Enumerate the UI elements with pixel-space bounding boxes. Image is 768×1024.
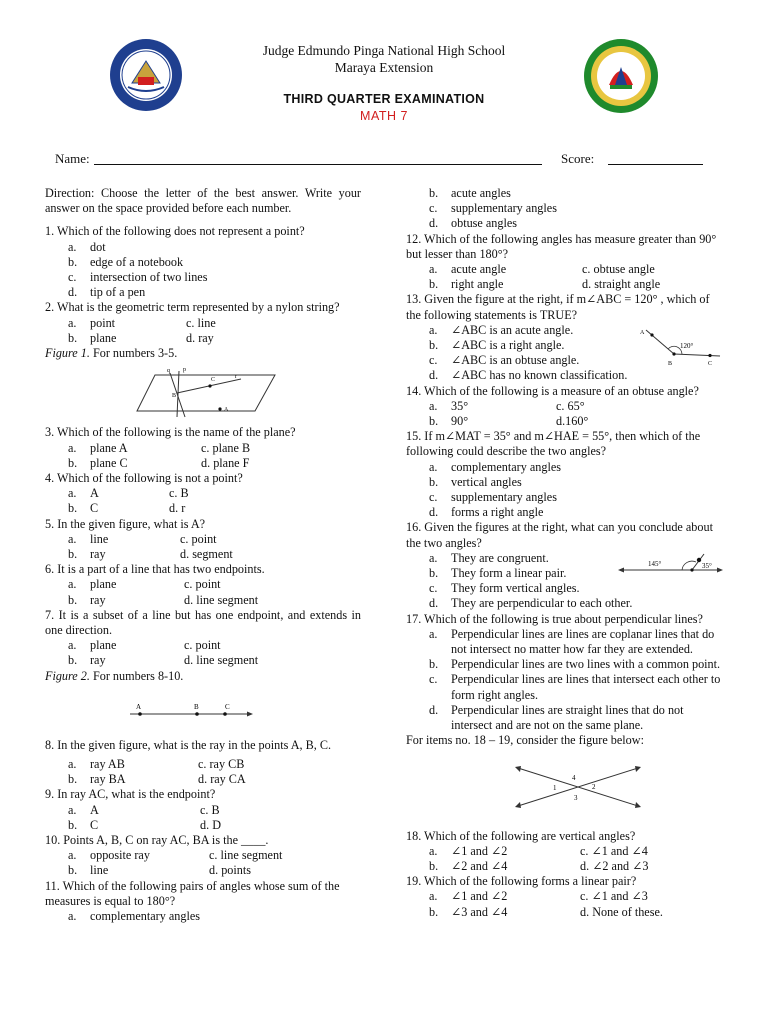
q11-text: 11. Which of the following pairs of angles whose sum of the measures is equal to 180°? [45,878,340,908]
school-name: Judge Edmundo Pinga National High School [262,43,506,58]
q15-option-b[interactable]: b. vertical angles [429,474,522,489]
svg-text:C: C [225,702,230,711]
q16-option-d[interactable]: d. They are perpendicular to each other. [429,596,633,611]
q5-options-row2[interactable]: b. ray d. segment [68,546,233,561]
figure16-linear-pair-diagram [616,548,726,580]
svg-text:q: q [167,368,170,375]
q7-options-row2[interactable]: b. ray d. line segment [68,653,259,668]
figure13-angle-diagram [638,320,726,372]
q12-text: 12. Which of the following angles has measure greater than 90° but lesser than 180°? [406,231,717,261]
svg-text:B: B [194,702,199,711]
q9-options-row1[interactable]: a. A c. B [68,802,220,817]
q7-text: 7. It is a subset of a line but has one endpoint, and extends in one direction. [45,607,361,637]
svg-text:B: B [668,361,673,368]
q17-option-a[interactable]: a. Perpendicular lines are lines are coplanar lines that do not intersect no matter how far they are extended. [429,626,715,657]
q11-option-b[interactable]: b. acute angles [429,186,511,200]
svg-text:r: r [235,374,237,381]
figure18-intersecting-lines-diagram [406,748,722,824]
q16-text: 16. Given the figures at the right, what can you conclude about the two angles? [406,520,713,550]
q19-options-row1[interactable]: a. ∠1 and ∠2 c. ∠1 and ∠3 [429,889,648,904]
q9-options-row2[interactable]: b. C d. D [68,817,221,832]
q6-text: 6. It is a part of a line that has two endpoints. [45,562,265,577]
q3-options-row1[interactable]: a. plane A c. plane B [68,440,251,455]
left-column [45,186,361,924]
q14-options-row2[interactable]: b. 90° d.160° [429,414,589,428]
q8-text: 8. In the given figure, what is the ray in the points A, B, C. [45,737,332,752]
svg-text:A: A [136,702,142,711]
q4-text: 4. Which of the following is not a point? [45,470,243,485]
q17-option-d[interactable]: d. Perpendicular lines are straight lines that do not intersect and are not on the same plane. [429,702,684,733]
q1-option-a[interactable]: a. dot [68,239,106,254]
name-line[interactable] [94,164,542,165]
q8-options-row2[interactable]: b. ray BA d. ray CA [68,772,246,787]
q3-text: 3. Which of the following is the name of the plane? [45,425,296,440]
q13-option-d[interactable]: d. ∠ABC has no known classification. [429,368,628,383]
school-extension: Maraya Extension [334,60,434,75]
q10-options-row1[interactable]: a. opposite ray c. line segment [68,848,283,863]
q10-text: 10. Points A, B, C on ray AC, BA is the ____. [45,833,269,848]
svg-text:B: B [172,393,177,400]
svg-text:145°: 145° [648,560,662,569]
q1-option-b[interactable]: b. edge of a notebook [68,254,184,269]
q18-text: 18. Which of the following are vertical angles? [406,828,636,843]
q17-text: 17. Which of the following is true about perpendicular lines? [406,611,703,626]
q7-options-row1[interactable]: a. plane c. point [68,638,221,653]
q16-option-a[interactable]: a. They are congruent. [429,550,549,565]
q13-option-b[interactable]: b. ∠ABC is a right angle. [429,338,565,352]
svg-text:p: p [183,367,186,374]
q5-options-row1[interactable]: a. line c. point [68,531,217,546]
figure1-plane-diagram [45,361,361,421]
q9-text: 9. In ray AC, what is the endpoint? [45,787,216,802]
q16-option-b[interactable]: b. They form a linear pair. [429,566,567,581]
subject-title: MATH 7 [360,109,408,123]
q1-option-d[interactable]: d. tip of a pen [68,285,146,300]
q15-option-a[interactable]: a. complementary angles [429,459,561,474]
q13-option-a[interactable]: a. ∠ABC is an acute angle. [429,322,574,337]
q4-options-row1[interactable]: a. A c. B [68,486,189,501]
right-column [406,186,722,920]
svg-text:4: 4 [572,774,576,783]
svg-text:35°: 35° [702,562,712,571]
q8-options-row1[interactable]: a. ray AB c. ray CB [68,757,245,772]
svg-text:C: C [211,377,216,384]
q15-option-d[interactable]: d. forms a right angle [429,505,544,520]
q3-options-row2[interactable]: b. plane C d. plane F [68,455,250,470]
q4-options-row2[interactable]: b. C d. r [68,501,186,516]
q11-option-a[interactable]: a. complementary angles [68,909,200,924]
q17-option-b[interactable]: b. Perpendicular lines are two lines with a common point. [429,657,721,672]
score-label: Score: [561,151,595,166]
svg-text:C: C [708,361,713,368]
q5-text: 5. In the given figure, what is A? [45,516,206,531]
q2-options-row1[interactable]: a. point c. line [68,315,216,330]
figure1-caption: Figure 1. For numbers 3-5. [45,346,178,360]
q19-options-row2[interactable]: b. ∠3 and ∠4 d. None of these. [429,904,663,919]
svg-text:3: 3 [574,794,578,803]
name-label: Name: [55,151,90,166]
svg-text:A: A [640,330,645,337]
q14-options-row1[interactable]: a. 35° c. 65° [429,398,585,413]
q1-text: 1. Which of the following does not represent a point? [45,224,305,239]
exam-title: THIRD QUARTER EXAMINATION [283,92,485,106]
q10-options-row2[interactable]: b. line d. points [68,863,251,878]
q2-options-row2[interactable]: b. plane d. ray [68,330,214,345]
q1-option-c[interactable]: c. intersection of two lines [68,270,208,285]
q14-text: 14. Which of the following is a measure of an obtuse angle? [406,383,699,398]
svg-text:120°: 120° [680,342,694,351]
q19-text: 19. Which of the following forms a linear pair? [406,874,637,889]
q18-options-row1[interactable]: a. ∠1 and ∠2 c. ∠1 and ∠4 [429,843,648,858]
q2-text: 2. What is the geometric term represented by a nylon string? [45,300,340,315]
q17-option-c[interactable]: c. Perpendicular lines are lines that intersect each other to form right angles. [429,672,721,702]
q18-options-row2[interactable]: b. ∠2 and ∠4 d. ∠2 and ∠3 [429,859,649,874]
score-line[interactable] [608,164,703,165]
svg-text:1: 1 [553,784,557,793]
q6-options-row2[interactable]: b. ray d. line segment [68,592,259,607]
direction-text: Direction: Choose the letter of the best answer. Write your answer on the space provided before each number. [45,186,361,216]
figure2-caption: Figure 2. For numbers 8-10. [45,668,184,683]
q15-text: 15. If m∠MAT = 35° and m∠HAE = 55°, then which of the following could describe the two angles? [406,429,701,459]
q16-option-c[interactable]: c. They form vertical angles. [429,581,580,596]
q12-options-row2[interactable]: b. right angle d. straight angle [429,277,661,292]
q12-options-row1[interactable]: a. acute angle c. obtuse angle [429,262,655,277]
q6-options-row1[interactable]: a. plane c. point [68,577,221,592]
q11-option-d[interactable]: d. obtuse angles [429,216,518,231]
svg-text:2: 2 [592,783,596,792]
svg-text:A: A [224,407,229,414]
q11-option-c[interactable]: c. supplementary angles [429,201,557,216]
q13-text: 13. Given the figure at the right, if m∠ABC = 120° , which of the following statements is TRUE? [406,292,710,322]
figure2-ray-diagram [45,684,361,734]
q13-option-c[interactable]: c. ∠ABC is an obtuse angle. [429,353,580,368]
items-18-19-note: For items no. 18 – 19, consider the figure below: [406,733,644,748]
q15-option-c[interactable]: c. supplementary angles [429,490,557,504]
